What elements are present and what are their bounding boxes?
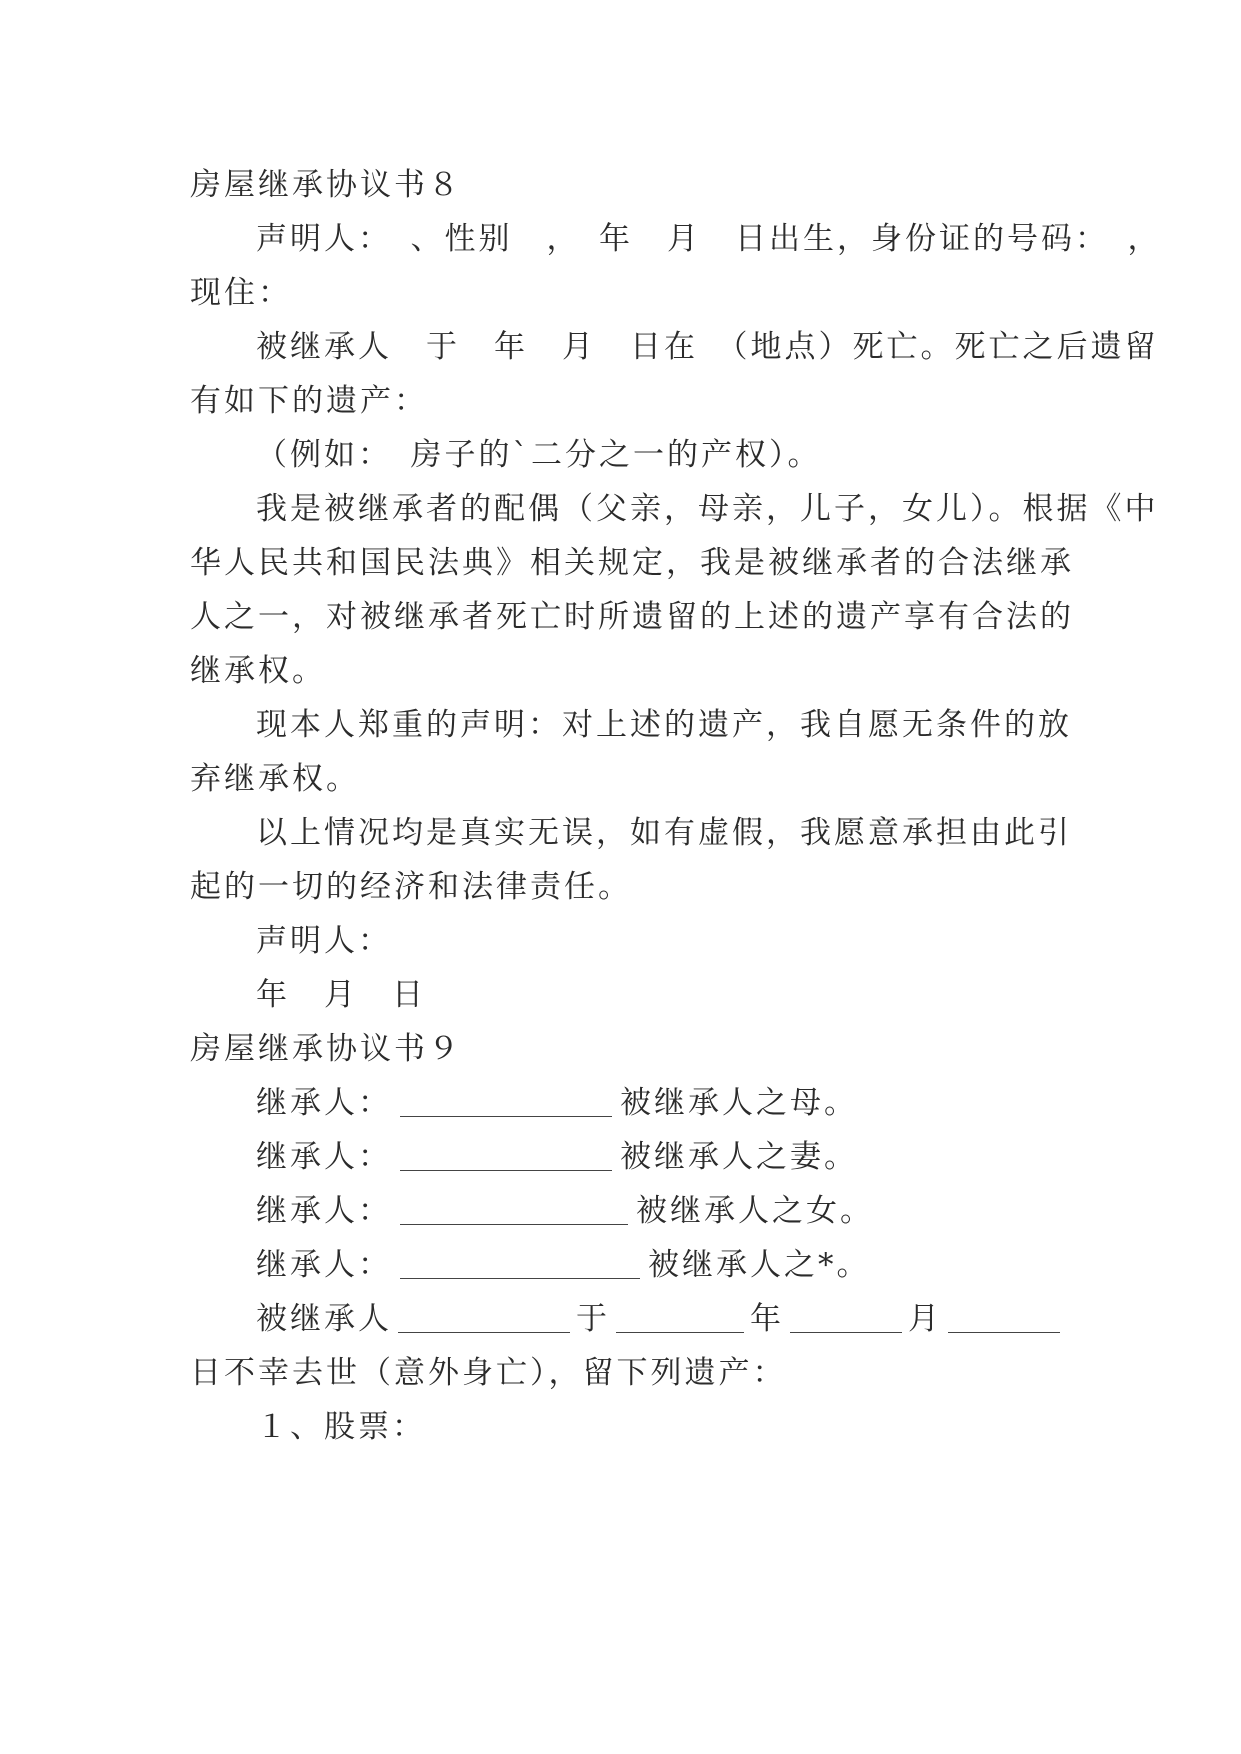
- relationship-paragraph-line-4: 继承权。: [190, 653, 326, 689]
- heir-label: 继承人：: [256, 1247, 392, 1283]
- month-label: 月: [908, 1301, 942, 1337]
- heir-row-2: [256, 1134, 858, 1180]
- heir-name-blank[interactable]: [400, 1194, 628, 1225]
- relationship-paragraph-line-1: 我是被继承者的配偶（父亲，母亲，儿子，女儿）。根据《中: [256, 491, 1159, 527]
- decedent-paragraph-line-1: 被继承人 于 年 月 日在 （地点）死亡。死亡之后遗留: [256, 329, 1159, 365]
- heir-relation: 被继承人之母。: [620, 1085, 858, 1121]
- liability-line-1: 以上情况均是真实无误，如有虚假，我愿意承担由此引: [256, 815, 1072, 851]
- date-line: 年 月 日: [256, 977, 426, 1013]
- heir-label: 继承人：: [256, 1085, 392, 1121]
- on-label: 于: [576, 1301, 610, 1337]
- year-blank[interactable]: [616, 1302, 744, 1333]
- renunciation-line-2: 弃继承权。: [190, 761, 360, 797]
- decedent-death-line: 日不幸去世（意外身亡），留下列遗产：: [190, 1355, 787, 1391]
- heir-row-4: [256, 1242, 871, 1288]
- heir-name-blank[interactable]: [400, 1248, 640, 1279]
- heir-relation: 被继承人之女。: [636, 1193, 874, 1229]
- heir-label: 继承人：: [256, 1193, 392, 1229]
- decedent-date-line: [256, 1296, 1060, 1342]
- heir-relation: 被继承人之妻。: [620, 1139, 858, 1175]
- section-title-8: 房屋继承协议书８: [190, 167, 462, 203]
- decedent-name-blank[interactable]: [398, 1302, 570, 1333]
- relationship-paragraph-line-3: 人之一，对被继承者死亡时所遗留的上述的遗产享有合法的: [190, 599, 1074, 635]
- heir-relation: 被继承人之*。: [648, 1247, 871, 1283]
- year-label: 年: [750, 1301, 784, 1337]
- section-title-9: 房屋继承协议书９: [190, 1031, 462, 1067]
- day-blank[interactable]: [948, 1302, 1060, 1333]
- heir-row-3: [256, 1188, 874, 1234]
- relationship-paragraph-line-2: 华人民共和国民法典》相关规定，我是被继承者的合法继承: [190, 545, 1074, 581]
- signature-label: 声明人：: [256, 923, 392, 959]
- heir-row-1: [256, 1080, 858, 1126]
- declarant-address: 现住：: [190, 275, 292, 311]
- decedent-label: 被继承人: [256, 1301, 392, 1337]
- heir-label: 继承人：: [256, 1139, 392, 1175]
- renunciation-line-1: 现本人郑重的声明：对上述的遗产，我自愿无条件的放: [256, 707, 1072, 743]
- heir-name-blank[interactable]: [400, 1086, 612, 1117]
- liability-line-2: 起的一切的经济和法律责任。: [190, 869, 632, 905]
- heir-name-blank[interactable]: [400, 1140, 612, 1171]
- decedent-paragraph-line-2: 有如下的遗产：: [190, 383, 428, 419]
- estate-example: （例如： 房子的`二分之一的产权）。: [256, 437, 822, 473]
- estate-item-1: １、股票：: [256, 1409, 426, 1445]
- declarant-info: 声明人： 、性别 ， 年 月 日出生，身份证的号码： ，: [256, 221, 1162, 257]
- month-blank[interactable]: [790, 1302, 902, 1333]
